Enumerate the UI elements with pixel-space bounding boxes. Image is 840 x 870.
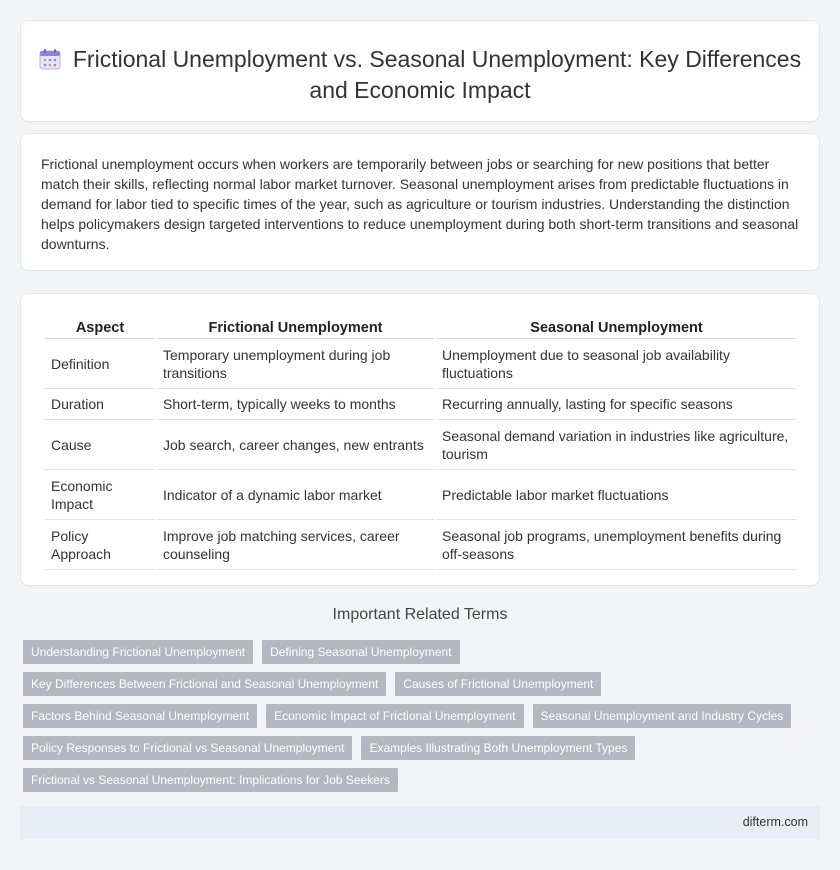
calendar-icon: [39, 48, 61, 76]
related-term-tag[interactable]: Factors Behind Seasonal Unemployment: [23, 704, 257, 728]
table-cell: Definition: [45, 339, 155, 389]
table-row: [45, 389, 797, 420]
table-header-row: [45, 315, 797, 339]
table-cell: Unemployment due to seasonal job availability fluctuations: [436, 339, 797, 389]
related-term-tag[interactable]: Frictional vs Seasonal Unemployment: Implications for Job Seekers: [23, 768, 398, 792]
table-cell: Duration: [45, 389, 155, 420]
related-term-tag[interactable]: Causes of Frictional Unemployment: [395, 672, 601, 696]
table-cell: Short-term, typically weeks to months: [157, 389, 434, 420]
table-cell: Improve job matching services, career counseling: [157, 520, 434, 570]
related-term-tag[interactable]: Understanding Frictional Unemployment: [23, 640, 253, 664]
table-row: [45, 470, 797, 520]
related-term-tag[interactable]: Economic Impact of Frictional Unemployment: [266, 704, 523, 728]
table-cell: Seasonal demand variation in industries like agriculture, tourism: [436, 420, 797, 470]
related-term-tag[interactable]: Seasonal Unemployment and Industry Cycles: [533, 704, 792, 728]
header-seasonal: Seasonal Unemployment: [436, 315, 797, 339]
header-frictional: Frictional Unemployment: [157, 315, 434, 339]
related-terms-list: [23, 640, 803, 800]
intro-paragraph: Frictional unemployment occurs when workers are temporarily between jobs or searching for new positions that better match their skills, reflecting normal labor market turnover. Seasonal unemployment arises from predictable fluctuations in demand for labor tied to specific times of the year, such as agriculture or tourism industries. Understanding the distinction helps policymakers design targeted interventions to reduce unemployment during both short-term transitions and seasonal downturns.: [41, 156, 799, 252]
table-cell: Seasonal job programs, unemployment benefits during off-seasons: [436, 520, 797, 570]
table-cell: Recurring annually, lasting for specific seasons: [436, 389, 797, 420]
table-row: [45, 339, 797, 389]
table-row: [45, 420, 797, 470]
comparison-table: [43, 315, 799, 570]
table-cell: Cause: [45, 420, 155, 470]
page-title: [21, 45, 819, 104]
related-term-tag[interactable]: Policy Responses to Frictional vs Seasonal Unemployment: [23, 736, 352, 760]
table-row: [45, 520, 797, 570]
footer-site-link[interactable]: difterm.com: [742, 815, 808, 829]
related-term-tag[interactable]: Key Differences Between Frictional and Seasonal Unemployment: [23, 672, 386, 696]
header-aspect: Aspect: [45, 315, 155, 339]
footer: [20, 806, 820, 839]
table-cell: Predictable labor market fluctuations: [436, 470, 797, 520]
title-card: [20, 20, 820, 122]
related-term-tag[interactable]: Examples Illustrating Both Unemployment Types: [361, 736, 635, 760]
related-terms-heading: Important Related Terms: [332, 606, 508, 623]
comparison-table-card: [20, 293, 820, 586]
table-cell: Economic Impact: [45, 470, 155, 520]
table-cell: Temporary unemployment during job transitions: [157, 339, 434, 389]
related-term-tag[interactable]: Defining Seasonal Unemployment: [262, 640, 459, 664]
table-cell: Policy Approach: [45, 520, 155, 570]
table-cell: Job search, career changes, new entrants: [157, 420, 434, 470]
table-cell: Indicator of a dynamic labor market: [157, 470, 434, 520]
page-title-text: Frictional Unemployment vs. Seasonal Unemployment: Key Differences and Economic Impact: [72, 46, 802, 103]
intro-card: [20, 133, 820, 271]
